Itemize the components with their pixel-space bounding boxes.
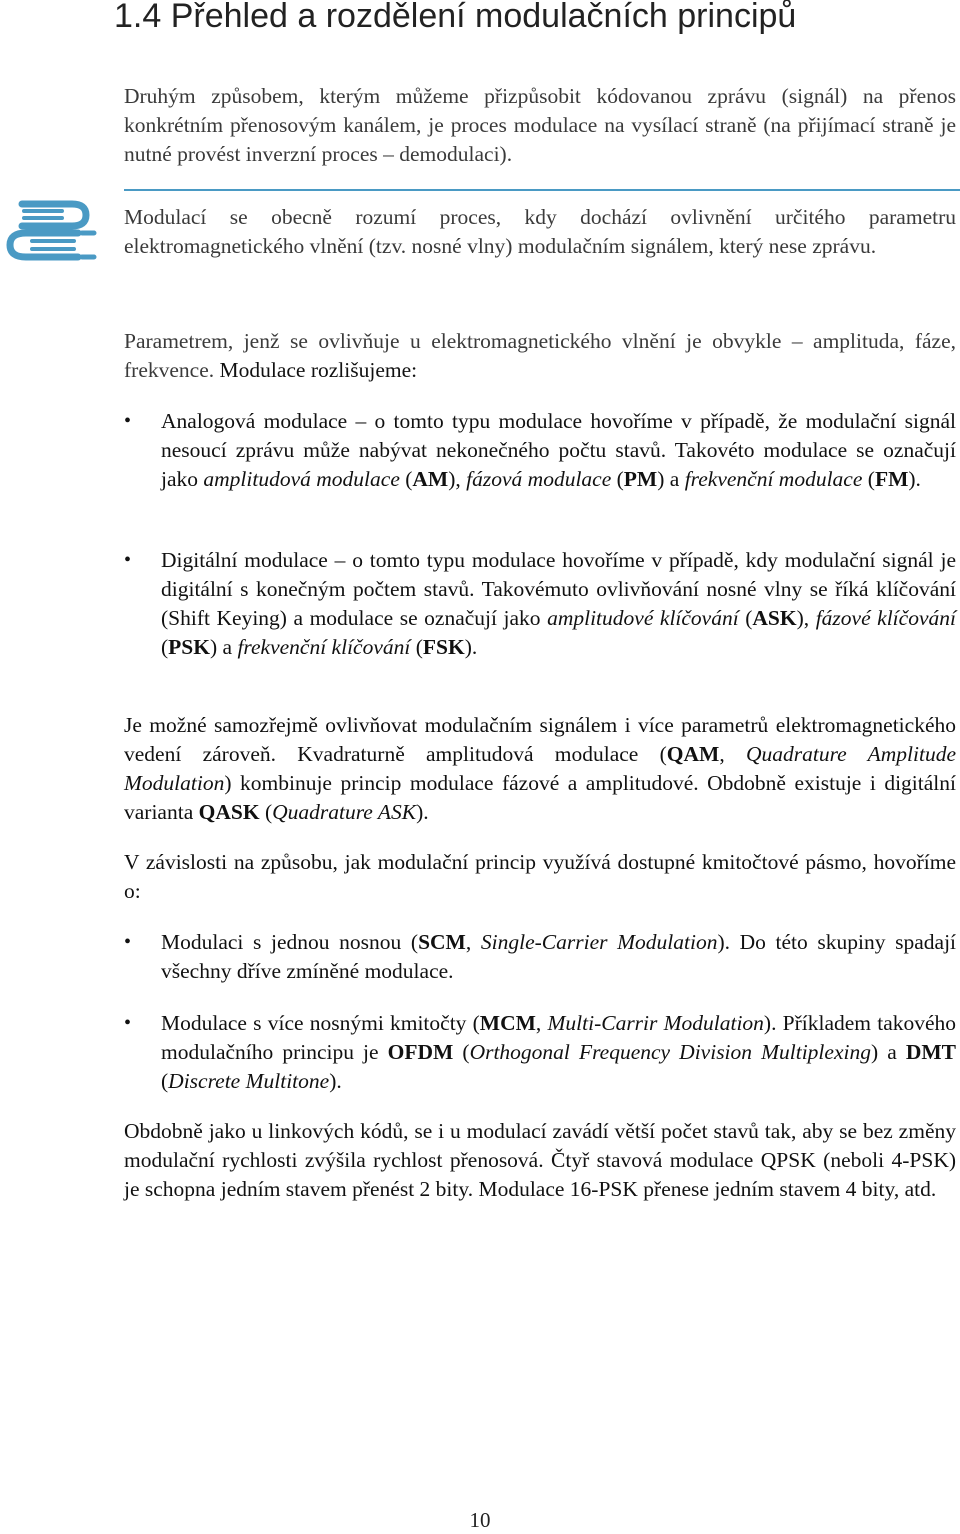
- bullet-marker: •: [124, 549, 132, 571]
- parameters-text: Parametrem, jenž se ovlivňuje u elektromagnetického vlnění je obvykle – amplituda, fáze, frekvence.: [124, 329, 956, 382]
- bullet-marker: •: [124, 1012, 132, 1034]
- list-item: [124, 546, 956, 662]
- book-stack-icon: [2, 198, 98, 264]
- frequency-band-paragraph: V závislosti na způsobu, jak modulační princip využívá dostupné kmitočtové pásmo, hovoříme o:: [124, 850, 956, 903]
- definition-paragraph: Modulací se obecně rozumí proces, kdy dochází ovlivnění určitého parametru elektromagnetického vlnění (tzv. nosné vlny) modulačním signálem, který nese zprávu.: [124, 205, 956, 258]
- list-item-text: Analogová modulace – o tomto typu modulace hovoříme v případě, že modulační signál nesoucí zprávu může nabývat nekonečného počtu stavů. Takovéto modulace se označují jako amplitudová modulace (AM), fázová modulace (PM) a frekvenční modulace (FM).: [161, 409, 956, 491]
- list-item: [124, 1009, 956, 1096]
- bullet-marker: •: [124, 931, 132, 953]
- multi-parameter-paragraph: Je možné samozřejmě ovlivňovat modulačním signálem i více parametrů elektromagnetického vedení zároveň. Kvadraturně amplitudová modulace (QAM, Quadrature Amplitude Modulation) kombinuje princip modulace fázové a amplitudové. Obdobně existuje i digitální varianta QASK (Quadrature ASK).: [124, 713, 956, 824]
- page-number: 10: [469, 1508, 491, 1532]
- section-number: 1.4: [114, 0, 162, 35]
- section-heading: [114, 0, 796, 38]
- parameters-paragraph: [124, 327, 956, 385]
- list-item-text: Modulace s více nosnými kmitočty (MCM, Multi-Carrir Modulation). Příkladem takového modulačního principu je OFDM (Orthogonal Frequency Division Multiplexing) a DMT (Discrete Multitone).: [161, 1011, 957, 1093]
- list-item-text: Digitální modulace – o tomto typu modulace hovoříme v případě, kdy modulační signál je digitální s konečným počtem stavů. Takovémuto ovlivňování nosné vlny se říká klíčování (Shift Keying) a modulace se označují jako amplitudové klíčování (ASK), fázové klíčování (PSK) a frekvenční klíčování (FSK).: [161, 548, 956, 659]
- intro-paragraph: Druhým způsobem, kterým můžeme přizpůsobit kódovanou zprávu (signál) na přenos konkrétním přenosovým kanálem, je proces modulace na vysílací straně (na přijímací straně je nutné provést inverzní proces – demodulaci).: [124, 84, 956, 166]
- list-item: [124, 928, 956, 986]
- definition-divider: [124, 189, 960, 191]
- list-item: [124, 407, 956, 494]
- section-title: Přehled a rozdělení modulačních principů: [170, 0, 797, 35]
- list-item-text: Modulaci s jednou nosnou (SCM, Single-Carrier Modulation). Do této skupiny spadají všechny dříve zmíněné modulace.: [161, 930, 957, 983]
- modulation-intro: Modulace rozlišujeme:: [214, 358, 418, 382]
- closing-paragraph: Obdobně jako u linkových kódů, se i u modulací zavádí větší počet stavů tak, aby se bez změny modulační rychlosti zvýšila rychlost přenosová. Čtyř stavová modulace QPSK (neboli 4-PSK) je schopna jedním stavem přenést 2 bity. Modulace 16-PSK přenese jedním stavem 4 bity, atd.: [124, 1119, 956, 1201]
- bullet-marker: •: [124, 410, 132, 432]
